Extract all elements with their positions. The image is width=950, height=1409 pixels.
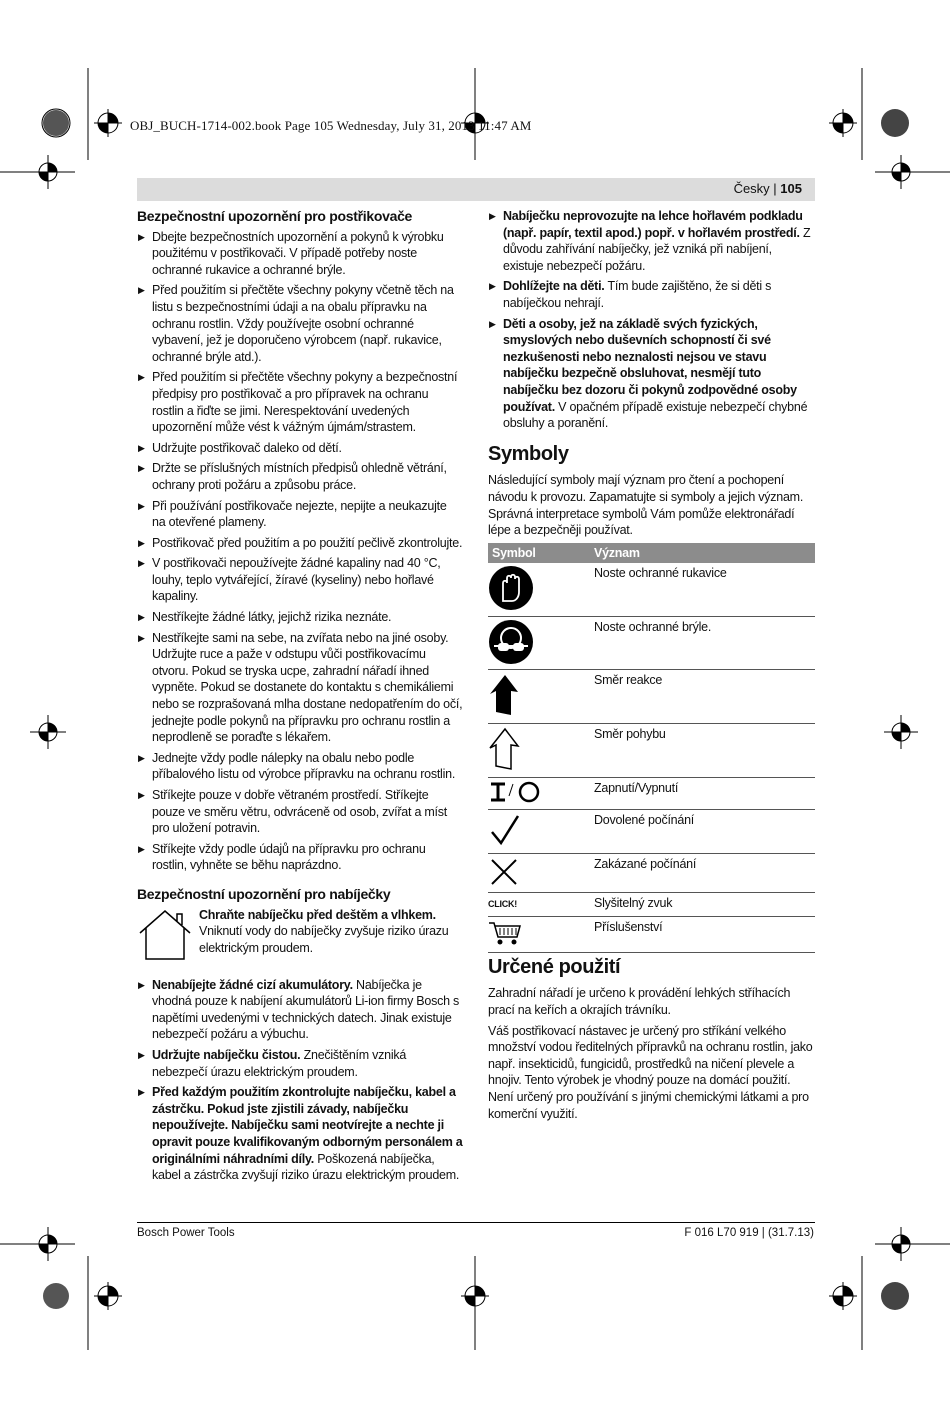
list-item-text: Tím bude zajištěno, že si děti s nabíječkou nehrají. [503,279,772,310]
list-item: ▶ Nestříkejte sami na sebe, na zvířata nebo na jiné osoby. Udržujte ruce a paže v odstupu vůči postřikovacímu otvoru. Pokud se tryska ucpe, zahradní nářadí ihned vypněte. Pokud se dostanete do kontaktu s chemikáliemi nebo se rozprašovaná mlha dostane nedopatřením do očí, jednejte podle pokynů na přípravku pro ochranu rostlin a neprodleně se poraďte s lékařem. [137,630,463,746]
list-item [137,1047,463,1080]
list-item [137,1084,463,1184]
cart-icon [488,919,522,947]
right-column [488,208,815,1126]
list-item-bold: Dohlížejte na děti. [503,279,605,294]
list-item: ▶ Dbejte bezpečnostních upozornění a pokynů k výrobku použitému v postřikovači. V případě potřeby noste ochranné rukavice a ochranné brýle. [137,229,463,279]
gloves-icon [488,565,534,611]
list-item: ▶ Stříkejte vždy podle údajů na přípravku pro ochranu rostlin, vyhněte se běhu naprázdno. [137,841,463,874]
sprayer-safety-heading: Bezpečnostní upozornění pro postřikovače [137,208,413,224]
sprayer-safety-list [137,229,463,874]
symbol-meaning: Noste ochranné rukavice [590,563,815,616]
symbols-table [488,543,815,953]
intended-use-heading: Určené použití [488,955,621,978]
table-row [488,724,815,778]
list-item: ▶ Při používání postřikovače nejezte, nepijte a neukazujte na otevřené plameny. [137,498,463,531]
charger-safety-list [137,977,463,1184]
table-row [488,810,815,854]
symbol-meaning: Slyšitelný zvuk [590,893,815,917]
footer-doc-number: F 016 L70 919 | (31.7.13) [684,1227,814,1239]
list-item: ▶ Držte se příslušných místních předpisů ohledně větrání, ochrany proti požáru a způsobu práce. [137,460,463,493]
language-tag: Česky | 105 [733,181,802,196]
list-item: ▶ Stříkejte pouze v dobře větraném prostředí. Stříkejte pouze ve směru větru, odvráceně od osob, zvířat a míst pro uložení potravin. [137,787,463,837]
list-item-text: Poškozená nabíječka, kabel a zástrčka zvyšují riziko úrazu elektrickým proudem. [152,1151,460,1183]
symbols-heading: Symboly [488,442,569,465]
reaction-arrow-icon [488,672,522,718]
language-label: Česky [733,181,770,196]
table-row [488,853,815,893]
table-row [488,616,815,670]
footer-divider [137,1222,815,1223]
on-off-icon [488,780,544,804]
list-item-bold: Děti a osoby, jež na základě svých fyzických, smyslových nebo duševních schopností či své nezkušenosti nebo neznalosti nejsou ve stavu nabíječku bezpečně obsluhovat, nesmějí tuto nabíječku bez dozoru či pokynů zodpovědné osoby používat. [503,316,797,414]
list-item-text: Znečištěním vzniká nebezpečí úrazu elektrickým proudem. [152,1047,407,1079]
symbol-meaning: Zakázané počínání [590,853,815,893]
list-item: ▶ V postřikovači nepoužívejte žádné kapaliny nad 40 °C, louhy, teplo vytvářející, žíravé (kyseliny) nebo hořlavé kapaliny. [137,555,463,605]
symbols-intro: Následující symboly mají význam pro čtení a pochopení návodu k provozu. Zapamatujte si symboly a jejich význam. Správná interpretace symbolů Vám pomůže elektronářadí lépe a bezpečněji používat. [488,473,804,538]
list-item: ▶ Jednejte vždy podle nálepky na obalu nebo podle příbalového listu od výrobce přípravku na ochranu rostlin. [137,750,463,783]
list-item-text: Z důvodu zahřívání nabíječky, jež vzniká při nabíjení, existuje nebezpečí požáru. [503,225,811,273]
list-item [488,278,815,311]
charger-safety-heading: Bezpečnostní upozornění pro nabíječky [137,885,391,902]
list-item-bold: Nabíječku neprovozujte na lehce hořlavém podkladu (např. papír, textil apod.) popř. v hořlavém prostředí. [503,209,803,240]
symbol-meaning: Dovolené počínání [590,810,815,854]
table-row [488,670,815,724]
rain-warning-text: Vniknutí vody do nabíječky zvyšuje riziko úrazu elektrickým proudem. [199,924,449,955]
footer-brand: Bosch Power Tools [137,1227,235,1239]
table-row [488,893,815,917]
symbol-column-header: Symbol [488,543,590,564]
file-header: OBJ_BUCH-1714-002.book Page 105 Wednesday, July 31, 2013 11:47 AM [130,118,532,133]
list-item-bold: Udržujte nabíječku čistou. [152,1047,301,1062]
list-item: ▶ Postřikovač před použitím a po použití pečlivě zkontrolujte. [137,535,463,552]
table-row [488,917,815,953]
symbol-meaning: Noste ochranné brýle. [590,616,815,670]
goggles-icon [488,619,534,665]
list-item-text: V opačném případě existuje nebezpečí chybné obsluhy a poranění. [503,399,808,431]
table-row [488,778,815,810]
list-item [488,316,815,432]
list-item-text: Nabíječka je vhodná pouze k nabíjení akumulátorů Li-ion firmy Bosch s napětími uvedenými v technických datech. Jinak existuje nebezpečí požáru a výbuchu. [152,977,460,1042]
list-item: ▶ Nestříkejte žádné látky, jejichž rizika neznáte. [137,609,463,626]
click-icon: CLICK! [488,899,517,910]
list-item [137,977,463,1043]
symbol-meaning: Příslušenství [590,917,815,953]
list-item: ▶ Udržujte postřikovač daleko od dětí. [137,440,463,457]
list-item: ▶ Před použitím si přečtěte všechny pokyny včetně těch na listu s bezpečnostními údaji a na obalu přípravku na ochranu rostlin. Vždy používejte osobní ochranné vybavení, jež je doporučeno výrobcem (např. rukavice, ochranné brýle atd.). [137,282,463,365]
list-item-bold: Nenabíjejte žádné cizí akumulátory. [152,977,353,992]
intended-use-paragraph-1: Zahradní nářadí je určeno k provádění lehkých stříhacích prací na keřích a okrajích trávníku. [488,986,791,1018]
symbol-meaning: Směr pohybu [590,724,815,778]
list-item-bold: Před každým použitím zkontrolujte nabíječku, kabel a zástrčku. Pokud jste zjistili závady, nabíječku nepoužívejte. Nabíječku sami neotvírejte a nechte ji opravit pouze kvalifikovaným odborným personálem a originálními náhradními díly. [152,1085,463,1166]
rain-warning [137,907,463,963]
symbol-meaning: Směr reakce [590,670,815,724]
table-row [488,563,815,616]
meaning-column-header: Význam [590,543,815,564]
house-icon [137,907,193,963]
check-icon [488,812,522,848]
movement-arrow-icon [488,726,522,772]
rain-warning-bold: Chraňte nabíječku před deštěm a vlhkem. [199,907,436,922]
cross-icon [488,856,520,888]
list-item: ▶ Před použitím si přečtěte všechny pokyny a bezpečnostní předpisy pro postřikovač a pro přípravek na ochranu rostlin a řiďte se jimi. Nerespektování uvedených upozornění může vést k vážným újmám/strastem. [137,369,463,435]
intended-use-paragraph-2: Váš postřikovací nástavec je určený pro stříkání velkého množství vodou ředitelných přípravků na ochranu rostlin, jako např. insekticidů, fungicidů, prostředků na ničení plevele a hnojiv. Tento výrobek je vhodný pouze na domácí použití. Není určený pro používání s jinými chemickými látkami a pro komerční využití. [488,1023,813,1121]
page-number: 105 [780,181,802,196]
language-bar [137,178,815,201]
charger-safety-list-cont [488,208,815,432]
list-item [488,208,815,274]
symbol-meaning: Zapnutí/Vypnutí [590,778,815,810]
left-column [137,208,463,1188]
